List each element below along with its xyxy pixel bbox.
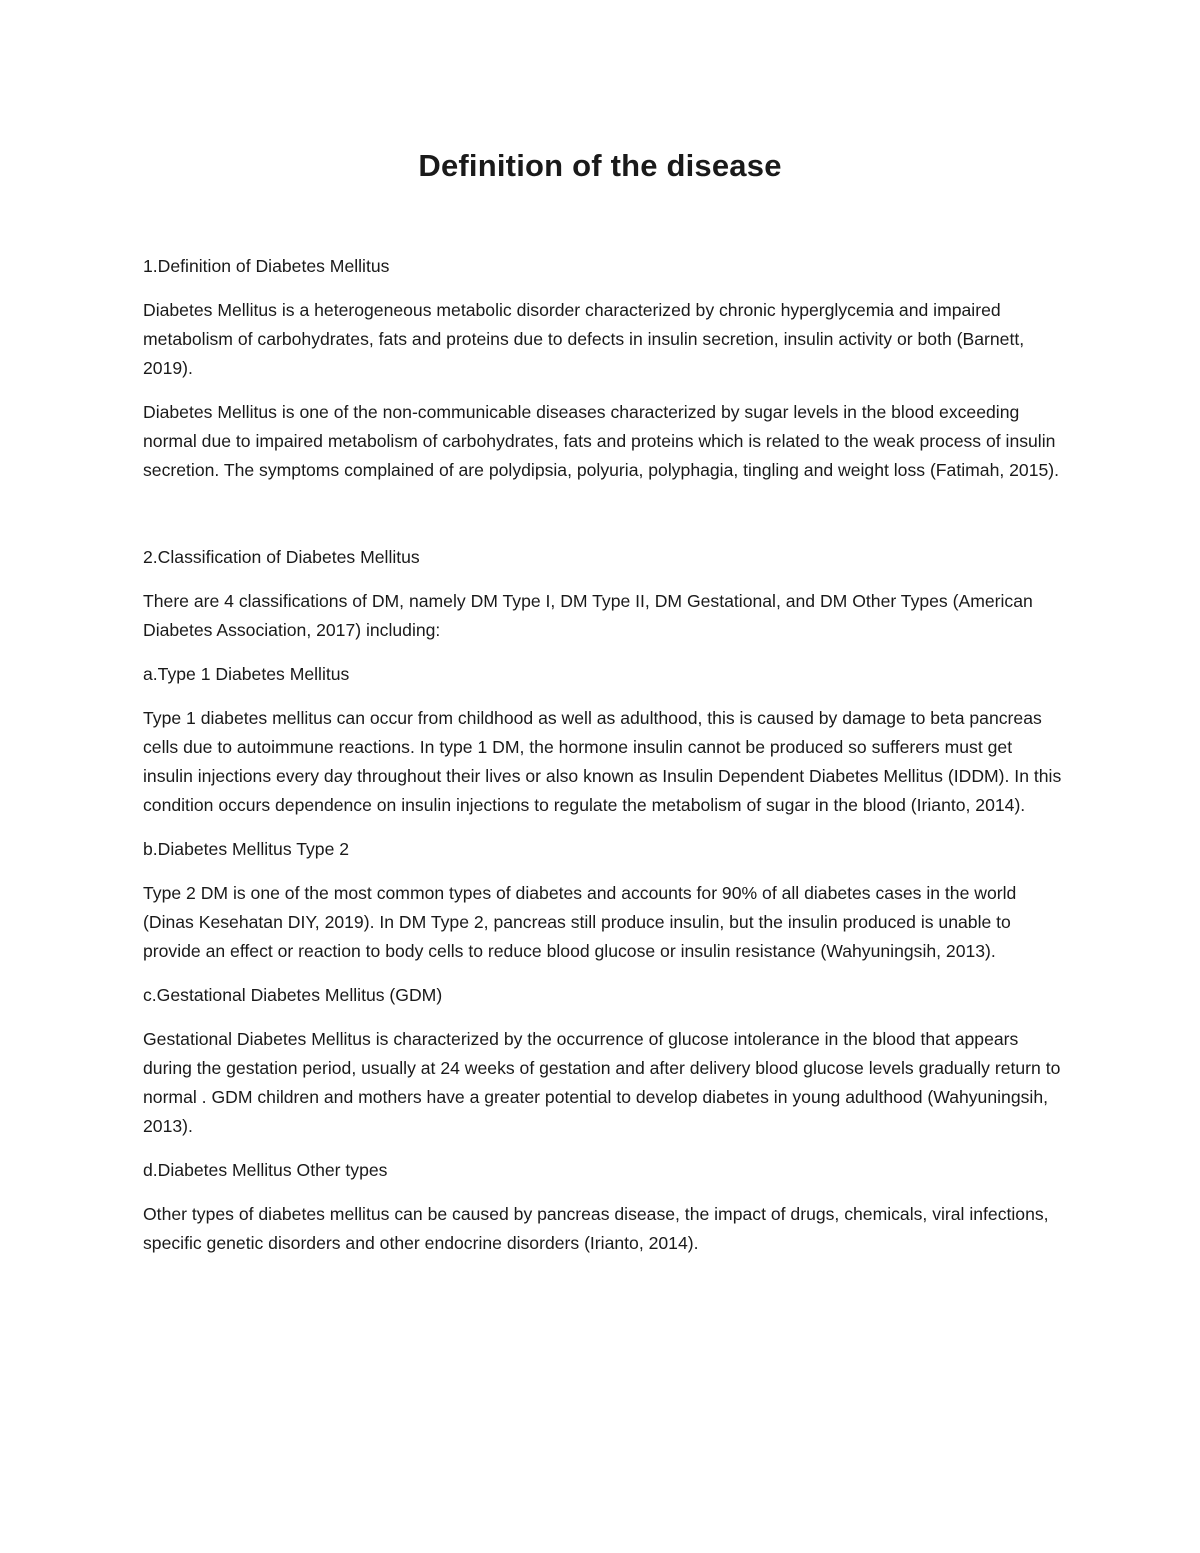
section-heading-classification: 2.Classification of Diabetes Mellitus bbox=[143, 547, 420, 567]
gestational-heading: c.Gestational Diabetes Mellitus (GDM) bbox=[143, 985, 443, 1005]
type-2-heading: b.Diabetes Mellitus Type 2 bbox=[143, 839, 350, 859]
type-1-text: Type 1 diabetes mellitus can occur from childhood as well as adulthood, this is caused by damage to beta pancreas cells due to autoimmune reactions. In type 1 DM, the hormone insulin cannot be produced so sufferers must get insulin injections every day throughout their lives or also known as Insulin Dependent Diabetes Mellitus (IDDM). In this condition occurs dependence on insulin injections to regulate the metabolism of sugar in the blood (Irianto, 2014). bbox=[143, 708, 1062, 815]
other-types-heading: d.Diabetes Mellitus Other types bbox=[143, 1160, 388, 1180]
other-types-text: Other types of diabetes mellitus can be caused by pancreas disease, the impact of drugs, chemicals, viral infections, specific genetic disorders and other endocrine disorders (Irianto, 2014). bbox=[143, 1204, 1049, 1253]
page-title: Definition of the disease bbox=[418, 148, 782, 183]
type-1-heading: a.Type 1 Diabetes Mellitus bbox=[143, 664, 350, 684]
type-2-text: Type 2 DM is one of the most common types of diabetes and accounts for 90% of all diabetes cases in the world (Dinas Kesehatan DIY, 2019). In DM Type 2, pancreas still produce insulin, but the insulin produced is unable to provide an effect or reaction to body cells to reduce blood glucose or insulin resistance (Wahyuningsih, 2013). bbox=[143, 883, 1017, 961]
gestational-text: Gestational Diabetes Mellitus is characterized by the occurrence of glucose intolerance in the blood that appears during the gestation period, usually at 24 weeks of gestation and after delivery blood glucose levels gradually return to normal . GDM children and mothers have a greater potential to develop diabetes in young adulthood (Wahyuningsih, 2013). bbox=[143, 1029, 1061, 1136]
document-body bbox=[143, 252, 1063, 1273]
definition-paragraph-1: Diabetes Mellitus is a heterogeneous metabolic disorder characterized by chronic hyperglycemia and impaired metabolism of carbohydrates, fats and proteins due to defects in insulin secretion, insulin activity or both (Barnett, 2019). bbox=[143, 300, 1025, 378]
section-heading-definition: 1.Definition of Diabetes Mellitus bbox=[143, 256, 390, 276]
definition-paragraph-2: Diabetes Mellitus is one of the non-communicable diseases characterized by sugar levels in the blood exceeding normal due to impaired metabolism of carbohydrates, fats and proteins which is related to the weak process of insulin secretion. The symptoms complained of are polydipsia, polyuria, polyphagia, tingling and weight loss (Fatimah, 2015). bbox=[143, 402, 1060, 480]
classification-intro: There are 4 classifications of DM, namely DM Type I, DM Type II, DM Gestational, and DM Other Types (American Diabetes Association, 2017) including: bbox=[143, 591, 1033, 640]
